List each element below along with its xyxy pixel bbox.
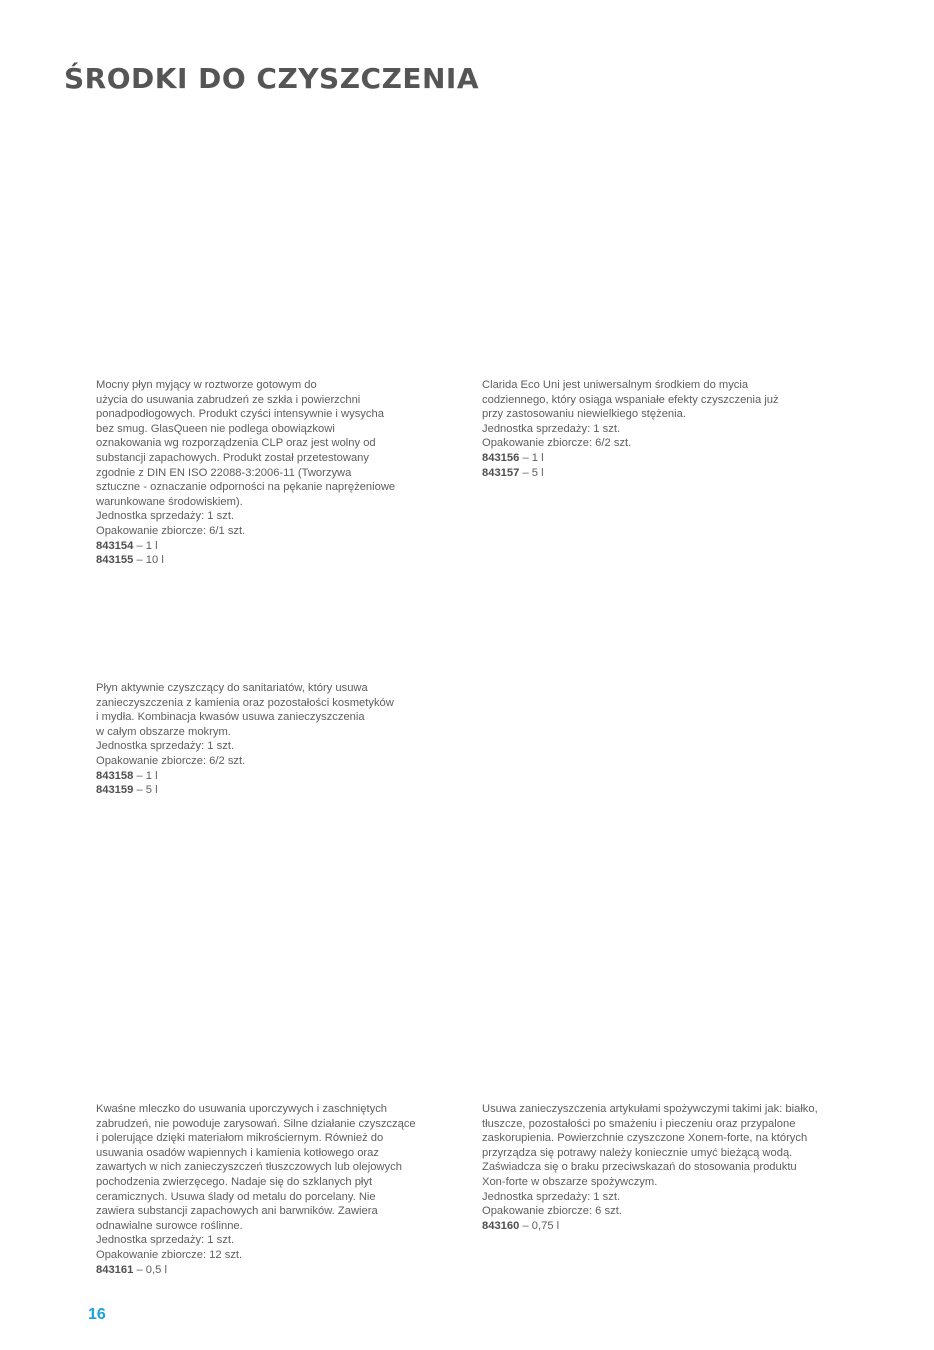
- bulk-packaging: Opakowanie zbiorcze: 12 szt.: [96, 1248, 243, 1261]
- product-size: – 0,75 l: [519, 1219, 560, 1232]
- unit-of-sale: Jednostka sprzedaży: 1 szt.: [96, 740, 235, 753]
- page-title: ŚRODKI DO CZYSZCZENIA: [64, 62, 480, 95]
- product-variant: [482, 466, 779, 481]
- product-size: – 5 l: [519, 466, 544, 479]
- product-size: – 1 l: [133, 539, 158, 552]
- description-line: usuwania osadów wapiennych i kamienia kotłowego oraz: [96, 1146, 379, 1159]
- product-variant: [96, 783, 394, 798]
- description-line: w całym obszarze mokrym.: [96, 725, 231, 738]
- description-line: Xon-forte w obszarze spożywczym.: [482, 1175, 658, 1188]
- description-line: przyrządza się potrawy należy koniecznie umyć bieżącą wodą.: [482, 1146, 793, 1159]
- description-line: bez smug. GlasQueen nie podlega obowiązkowi: [96, 422, 335, 435]
- bulk-packaging: Opakowanie zbiorcze: 6/2 szt.: [482, 437, 632, 450]
- description-line: oznakowania wg rozporządzenia CLP oraz jest wolny od: [96, 437, 376, 450]
- description-line: Clarida Eco Uni jest uniwersalnym środkiem do mycia: [482, 379, 749, 391]
- product-code: 843154: [96, 539, 134, 552]
- product-block-sanitary-cleaner: [96, 681, 394, 798]
- description-line: zanieczyszczenia z kamienia oraz pozostałości kosmetyków: [96, 696, 394, 709]
- product-size: – 0,5 l: [133, 1263, 167, 1276]
- description-line: zabrudzeń, nie powoduje zarysowań. Silne działanie czyszczące: [96, 1117, 416, 1130]
- unit-of-sale: Jednostka sprzedaży: 1 szt.: [482, 422, 621, 435]
- description-line: Mocny płyn myjący w roztworze gotowym do: [96, 379, 317, 391]
- product-variant: [482, 1219, 818, 1234]
- product-block-glasqueen: [96, 378, 395, 568]
- description-line: sztuczne - oznaczanie odporności na pękanie naprężeniowe: [96, 481, 396, 494]
- product-code: 843155: [96, 554, 134, 567]
- product-variant: [96, 539, 395, 554]
- product-code: 843156: [482, 451, 520, 464]
- page-number: 16: [88, 1306, 106, 1323]
- product-size: – 1 l: [133, 769, 158, 782]
- description-line: i mydła. Kombinacja kwasów usuwa zanieczyszczenia: [96, 711, 365, 724]
- description-line: substancji zapachowych. Produkt został przetestowany: [96, 451, 369, 464]
- description-line: przy zastosowaniu niewielkiego stężenia.: [482, 408, 686, 421]
- description-line: ponadpodłogowych. Produkt czyści intensywnie i wysycha: [96, 408, 384, 421]
- description-line: ceramicznych. Usuwa ślady od metalu do porcelany. Nie: [96, 1190, 376, 1203]
- bulk-packaging: Opakowanie zbiorcze: 6 szt.: [482, 1205, 622, 1218]
- description-line: Zaświadcza się o braku przeciwskazań do stosowania produktu: [482, 1161, 797, 1174]
- description-line: Usuwa zanieczyszczenia artykułami spożywczymi takimi jak: białko,: [482, 1103, 818, 1115]
- description-line: zgodnie z DIN EN ISO 22088-3:2006-11 (Tworzywa: [96, 466, 352, 479]
- description-line: odnawialne surowce roślinne.: [96, 1219, 243, 1232]
- description-line: zawiera substancji zapachowych ani barwników. Zawiera: [96, 1205, 378, 1218]
- product-code: 843157: [482, 466, 520, 479]
- product-block-clarida-eco-uni: [482, 378, 779, 480]
- product-block-scouring-cream: [96, 1102, 416, 1277]
- product-block-xon-forte: [482, 1102, 818, 1233]
- product-variant: [96, 769, 394, 784]
- product-variant: [96, 1263, 416, 1278]
- bulk-packaging: Opakowanie zbiorcze: 6/1 szt.: [96, 524, 246, 537]
- product-variant: [482, 451, 779, 466]
- description-line: zaskorupienia. Powierzchnie czyszczone Xonem-forte, na których: [482, 1132, 808, 1145]
- bulk-packaging: Opakowanie zbiorcze: 6/2 szt.: [96, 754, 246, 767]
- product-code: 843160: [482, 1219, 520, 1232]
- product-code: 843161: [96, 1263, 134, 1276]
- unit-of-sale: Jednostka sprzedaży: 1 szt.: [96, 510, 235, 523]
- product-variant: [96, 553, 395, 568]
- product-code: 843158: [96, 769, 134, 782]
- product-code: 843159: [96, 784, 134, 797]
- description-line: codziennego, który osiąga wspaniałe efekty czyszczenia już: [482, 393, 779, 406]
- description-line: zawartych w nich zanieczyszczeń tłuszczowych lub olejowych: [96, 1161, 402, 1174]
- product-size: – 10 l: [133, 554, 164, 567]
- description-line: tłuszcze, pozostałości po smażeniu i pieczeniu oraz przypalone: [482, 1117, 796, 1130]
- unit-of-sale: Jednostka sprzedaży: 1 szt.: [482, 1190, 621, 1203]
- description-line: pochodzenia zwierzęcego. Nadaje się do szklanych płyt: [96, 1175, 373, 1188]
- description-line: Płyn aktywnie czyszczący do sanitariatów, który usuwa: [96, 682, 368, 694]
- product-size: – 1 l: [519, 451, 544, 464]
- unit-of-sale: Jednostka sprzedaży: 1 szt.: [96, 1234, 235, 1247]
- product-size: – 5 l: [133, 784, 158, 797]
- description-line: Kwaśne mleczko do usuwania uporczywych i zaschniętych: [96, 1103, 388, 1115]
- description-line: warunkowane środowiskiem).: [96, 495, 243, 508]
- description-line: i polerujące dzięki materiałom mikrościernym. Również do: [96, 1132, 384, 1145]
- description-line: użycia do usuwania zabrudzeń ze szkła i powierzchni: [96, 393, 361, 406]
